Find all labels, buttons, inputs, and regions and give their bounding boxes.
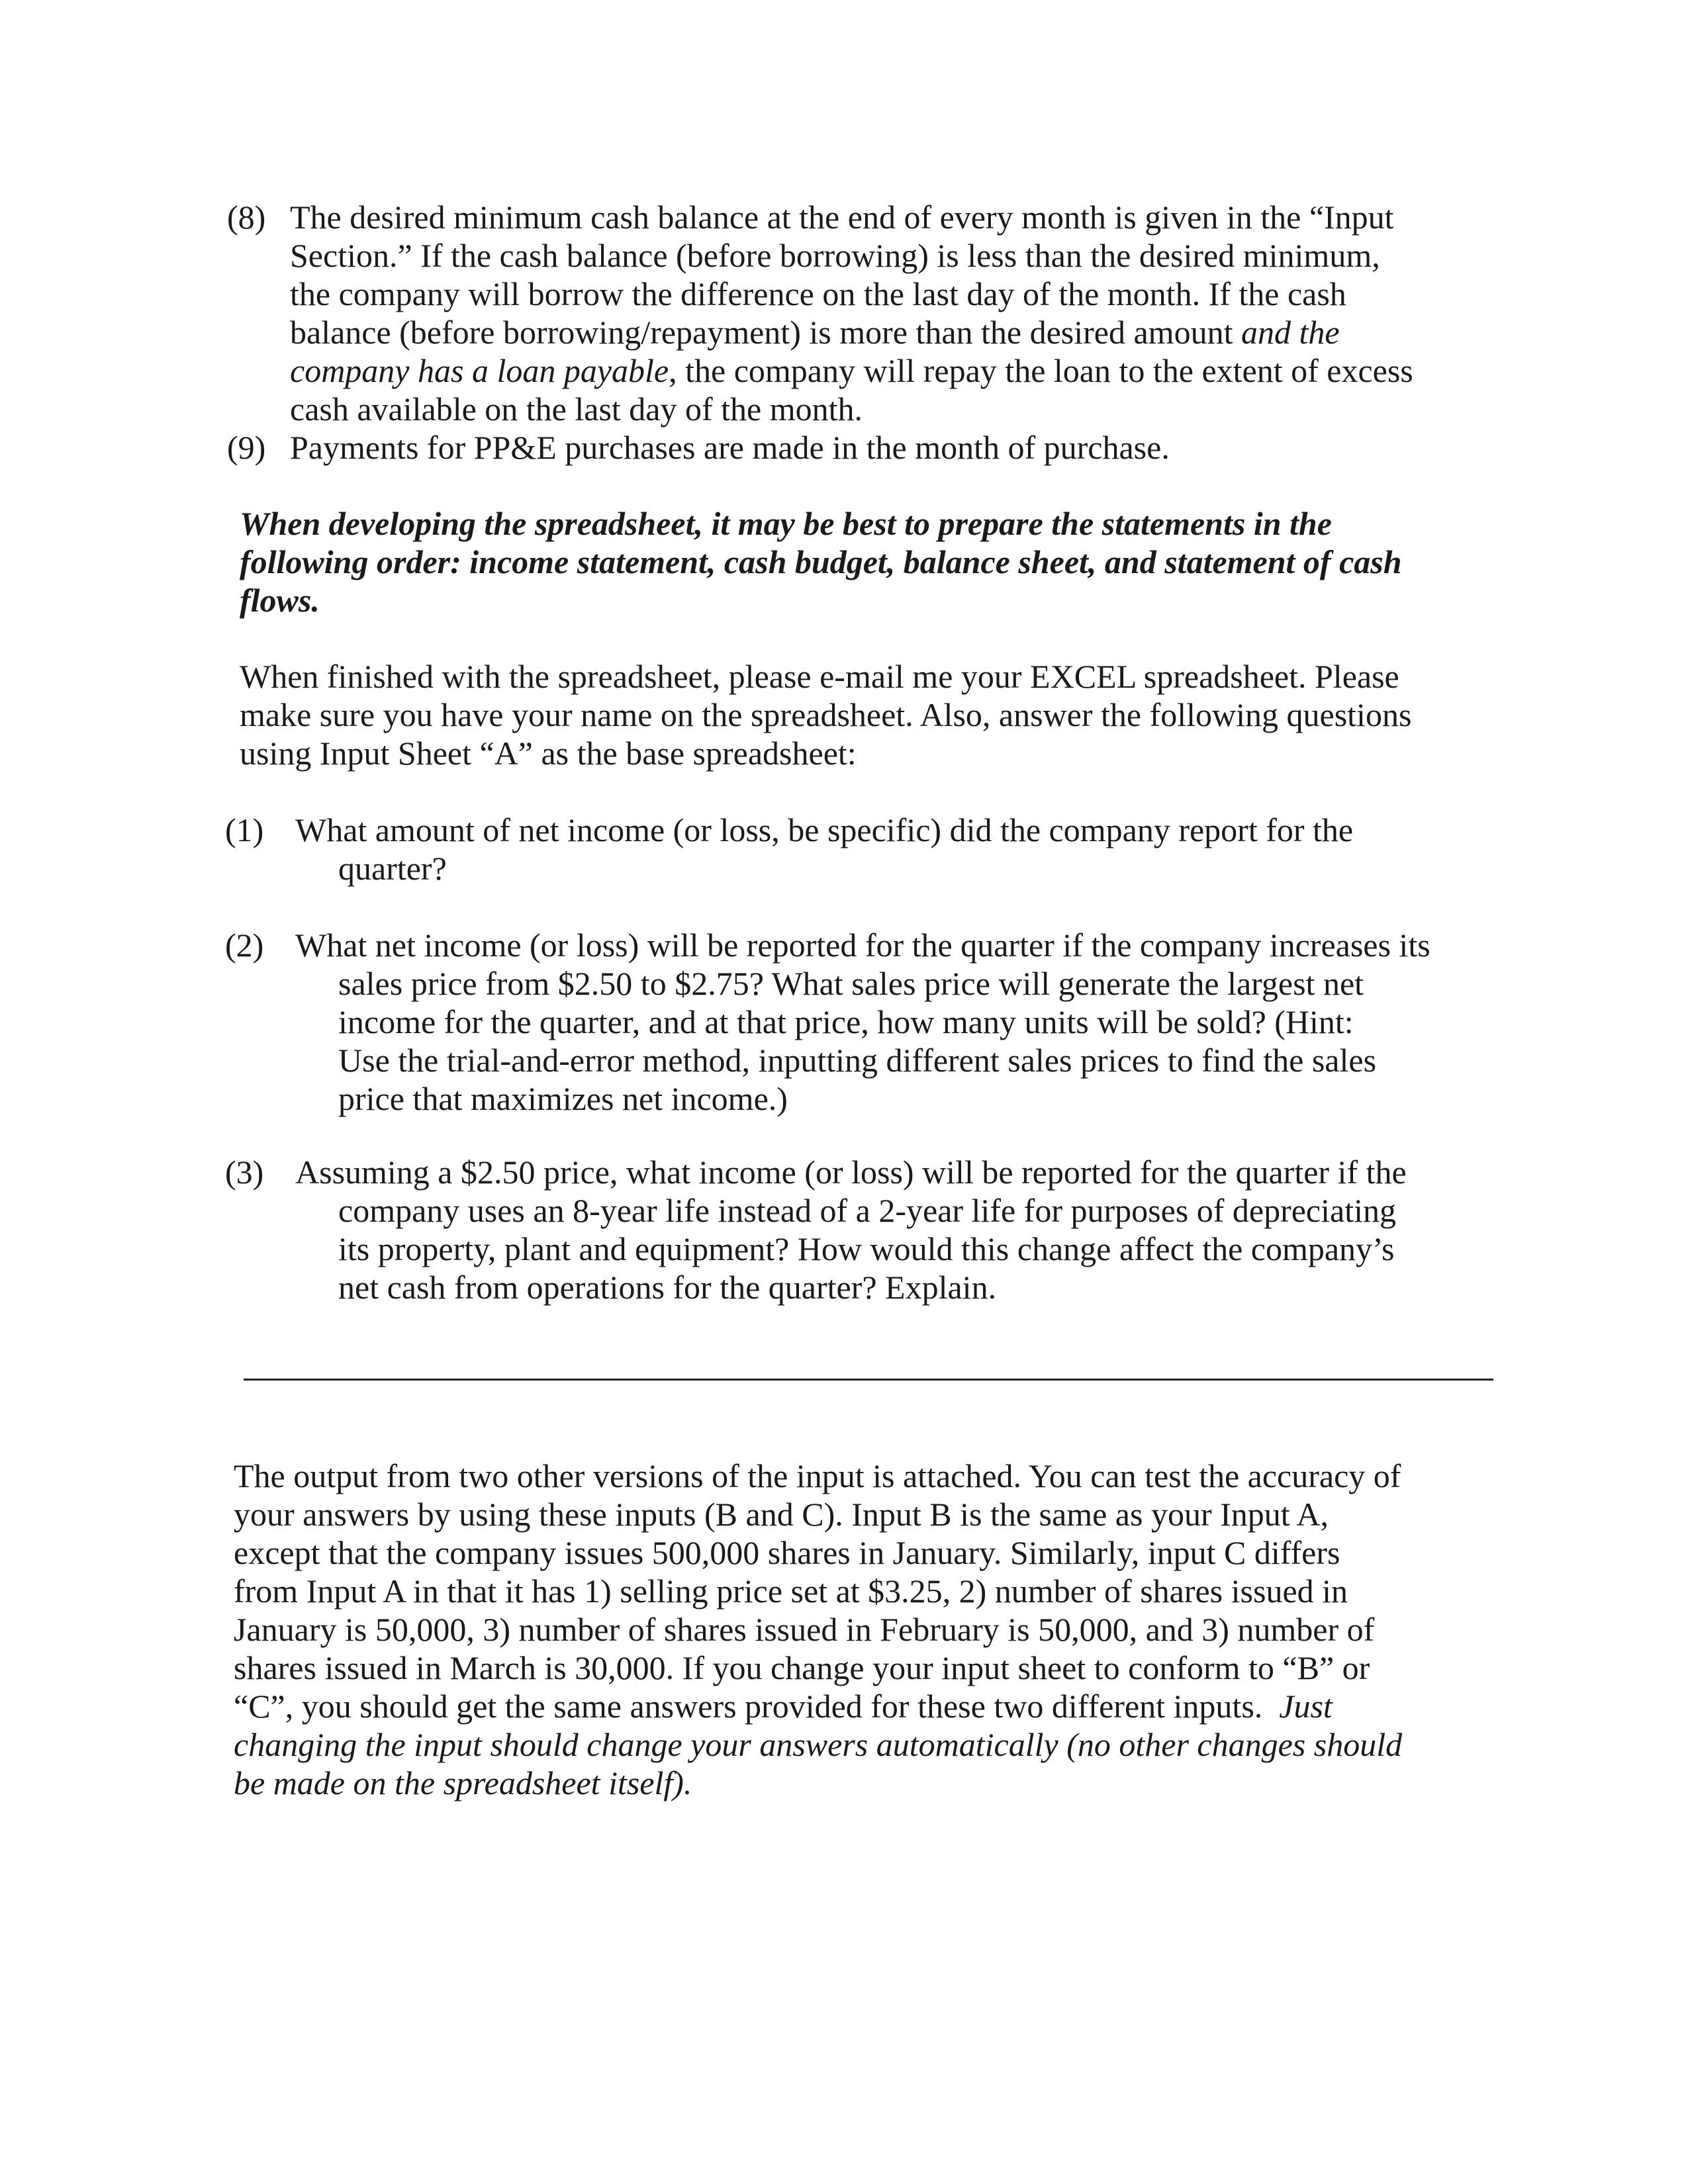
list-item-8 bbox=[227, 198, 1413, 428]
horizontal-divider bbox=[244, 1379, 1493, 1381]
text-line bbox=[290, 351, 1413, 390]
list-item-9 bbox=[227, 428, 1170, 467]
text-line: company uses an 8-year life instead of a 2-year life for purposes of depreciating bbox=[338, 1192, 1396, 1229]
question-label: (1) bbox=[225, 811, 264, 848]
item-label: (9) bbox=[227, 429, 266, 466]
text-line: flows. bbox=[240, 582, 320, 619]
text-line: using Input Sheet “A” as the base spreadsheet: bbox=[240, 735, 857, 772]
advice-paragraph bbox=[240, 504, 1402, 619]
text-line: The desired minimum cash balance at the end of every month is given in the “Input bbox=[290, 199, 1394, 236]
text-line: When finished with the spreadsheet, please e-mail me your EXCEL spreadsheet. Please bbox=[240, 658, 1399, 695]
item-label: (8) bbox=[227, 199, 266, 236]
text-line: The output from two other versions of the input is attached. You can test the accuracy of bbox=[234, 1457, 1401, 1494]
text-segment: balance (before borrowing/repayment) is more than the desired amount bbox=[290, 314, 1241, 351]
question-3 bbox=[225, 1153, 1407, 1306]
emphasis-text: Just bbox=[1279, 1688, 1333, 1725]
text-line bbox=[290, 313, 1413, 351]
text-line: Use the trial-and-error method, inputting different sales prices to find the sales bbox=[338, 1042, 1377, 1079]
emphasis-text: be made on the spreadsheet itself). bbox=[234, 1764, 692, 1801]
text-line: your answers by using these inputs (B and C). Input B is the same as your Input A, bbox=[234, 1496, 1329, 1533]
text-line: following order: income statement, cash budget, balance sheet, and statement of cash bbox=[240, 543, 1402, 580]
closing-paragraph bbox=[234, 1457, 1402, 1802]
text-line: January is 50,000, 3) number of shares issued in February is 50,000, and 3) number of bbox=[234, 1611, 1375, 1648]
text-line: income for the quarter, and at that price, how many units will be sold? (Hint: bbox=[338, 1003, 1354, 1040]
text-line: cash available on the last day of the month. bbox=[290, 390, 863, 428]
text-line: shares issued in March is 30,000. If you change your input sheet to conform to “B” or bbox=[234, 1649, 1370, 1686]
text-line: When developing the spreadsheet, it may be best to prepare the statements in the bbox=[240, 505, 1332, 542]
question-label: (3) bbox=[225, 1154, 264, 1191]
text-line: the company will borrow the difference on the last day of the month. If the cash bbox=[290, 275, 1346, 312]
text-line: Section.” If the cash balance (before borrowing) is less than the desired minimum, bbox=[290, 237, 1380, 274]
instructions-paragraph bbox=[240, 657, 1411, 772]
emphasis-text: company has a loan payable bbox=[290, 352, 669, 389]
text-line: What net income (or loss) will be reported for the quarter if the company increases its bbox=[295, 927, 1430, 964]
text-line: Assuming a $2.50 price, what income (or loss) will be reported for the quarter if the bbox=[295, 1154, 1407, 1191]
text-line bbox=[234, 1687, 1402, 1725]
text-line: except that the company issues 500,000 shares in January. Similarly, input C differs bbox=[234, 1534, 1340, 1571]
emphasis-text: changing the input should change your answers automatically (no other changes should bbox=[234, 1726, 1403, 1763]
question-2 bbox=[225, 926, 1430, 1118]
text-line: quarter? bbox=[338, 850, 447, 887]
text-line: What amount of net income (or loss, be specific) did the company report for the bbox=[295, 811, 1354, 848]
text-segment: “C”, you should get the same answers provided for these two different inputs. bbox=[234, 1688, 1280, 1725]
text-line: from Input A in that it has 1) selling price set at $3.25, 2) number of shares issued in bbox=[234, 1572, 1348, 1610]
emphasis-text: and the bbox=[1241, 314, 1340, 351]
question-1 bbox=[225, 811, 1353, 887]
question-label: (2) bbox=[225, 927, 264, 964]
text-segment: , the company will repay the loan to the extent of excess bbox=[669, 352, 1413, 389]
text-line: sales price from $2.50 to $2.75? What sales price will generate the largest net bbox=[338, 965, 1364, 1002]
text-line: its property, plant and equipment? How would this change affect the company’s bbox=[338, 1230, 1395, 1267]
text-line: net cash from operations for the quarter? Explain. bbox=[338, 1269, 997, 1306]
text-line: price that maximizes net income.) bbox=[338, 1080, 788, 1117]
text-line: Payments for PP&E purchases are made in the month of purchase. bbox=[290, 429, 1170, 466]
text-line: make sure you have your name on the spreadsheet. Also, answer the following questions bbox=[240, 696, 1412, 733]
